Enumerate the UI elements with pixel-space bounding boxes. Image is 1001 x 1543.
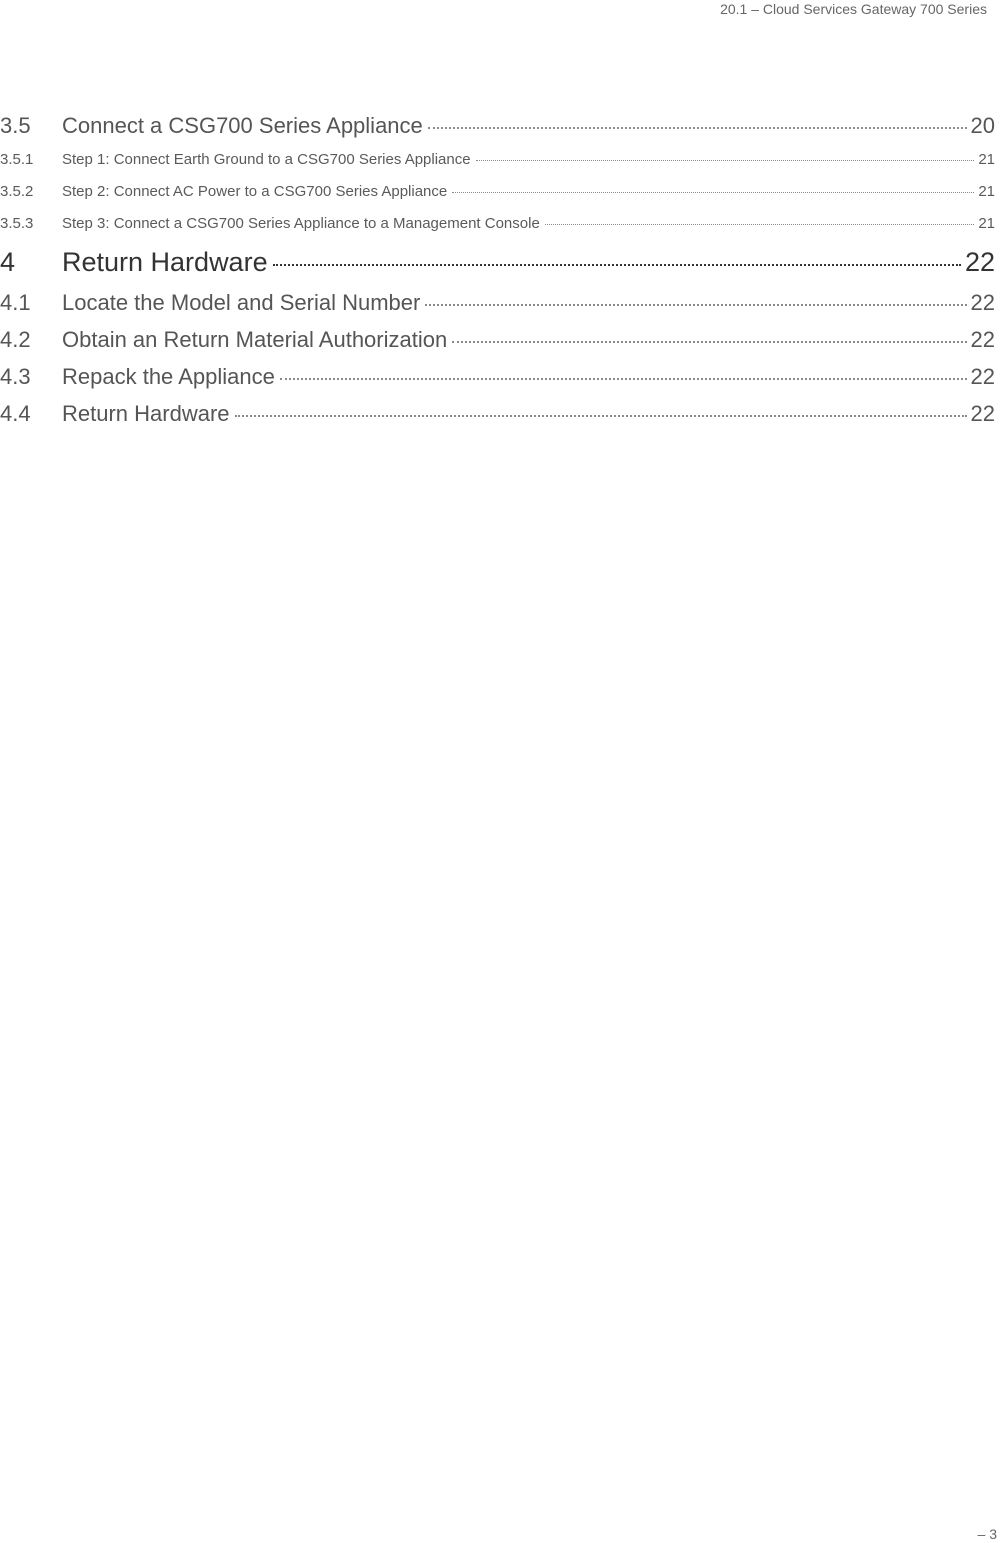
toc-entry-4-2[interactable] xyxy=(0,321,995,358)
toc-entry-title[interactable]: Obtain an Return Material Authorization xyxy=(62,327,448,352)
toc-entry-page[interactable]: 22 xyxy=(964,247,995,277)
toc-entry-number: 3.5.1 xyxy=(0,151,34,168)
toc-entry-title[interactable]: Step 3: Connect a CSG700 Series Appliance to a Management Console xyxy=(62,215,540,232)
toc-entry-number: 4.2 xyxy=(0,327,31,352)
toc-entry-title[interactable]: Return Hardware xyxy=(62,401,230,426)
toc-entry-number: 4.4 xyxy=(0,401,31,426)
toc-entry-number: 3.5 xyxy=(0,113,31,138)
toc-entry-title[interactable]: Step 1: Connect Earth Ground to a CSG700 Series Appliance xyxy=(62,151,471,168)
table-of-contents xyxy=(0,107,995,432)
toc-entry-4-3[interactable] xyxy=(0,358,995,395)
toc-entry-number: 4.1 xyxy=(0,290,31,315)
dot-leader xyxy=(428,127,967,129)
toc-entry-page[interactable]: 21 xyxy=(978,215,995,232)
toc-entry-3-5[interactable] xyxy=(0,107,995,144)
dot-leader xyxy=(545,224,975,225)
toc-entry-number: 3.5.3 xyxy=(0,215,34,232)
toc-entry-title[interactable]: Locate the Model and Serial Number xyxy=(62,290,421,315)
toc-entry-page[interactable]: 21 xyxy=(978,183,995,200)
dot-leader xyxy=(273,264,961,266)
toc-entry-title[interactable]: Repack the Appliance xyxy=(62,364,275,389)
toc-entry-number: 3.5.2 xyxy=(0,183,34,200)
toc-entry-page[interactable]: 20 xyxy=(970,113,995,138)
toc-entry-3-5-2[interactable] xyxy=(0,176,995,208)
toc-entry-4-1[interactable] xyxy=(0,284,995,321)
toc-entry-page[interactable]: 22 xyxy=(970,327,995,352)
toc-entry-title[interactable]: Connect a CSG700 Series Appliance xyxy=(62,113,423,138)
toc-entry-page[interactable]: 22 xyxy=(970,401,995,426)
toc-entry-number: 4 xyxy=(0,247,16,277)
dot-leader xyxy=(425,304,966,306)
toc-entry-title[interactable]: Step 2: Connect AC Power to a CSG700 Series Appliance xyxy=(62,183,448,200)
page-number: – 3 xyxy=(977,1526,997,1542)
running-header: 20.1 – Cloud Services Gateway 700 Series xyxy=(720,1,987,17)
dot-leader xyxy=(452,192,974,193)
toc-entry-page[interactable]: 22 xyxy=(970,364,995,389)
dot-leader xyxy=(280,378,967,380)
toc-entry-page[interactable]: 22 xyxy=(970,290,995,315)
toc-entry-4[interactable] xyxy=(0,240,995,284)
toc-entry-title[interactable]: Return Hardware xyxy=(62,247,268,277)
dot-leader xyxy=(235,415,967,417)
toc-entry-3-5-1[interactable] xyxy=(0,144,995,176)
toc-entry-number: 4.3 xyxy=(0,364,31,389)
dot-leader xyxy=(452,341,966,343)
dot-leader xyxy=(476,160,975,161)
toc-entry-page[interactable]: 21 xyxy=(978,151,995,168)
toc-entry-3-5-3[interactable] xyxy=(0,208,995,240)
toc-entry-4-4[interactable] xyxy=(0,395,995,432)
